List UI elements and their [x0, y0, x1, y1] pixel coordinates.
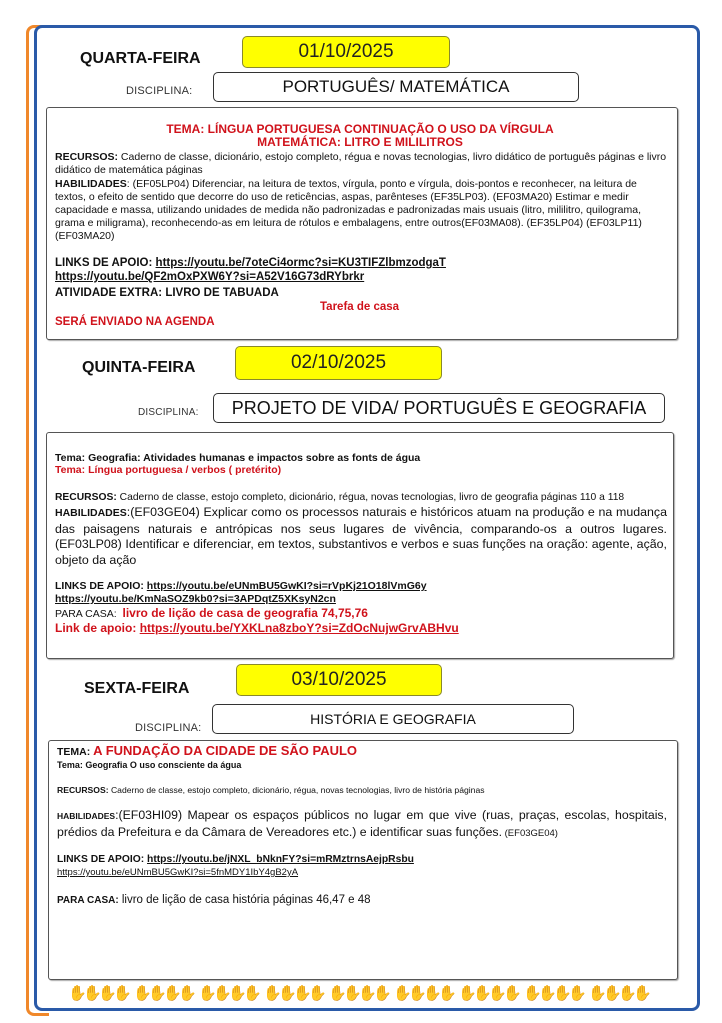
- hand-icon: ✋: [393, 985, 412, 1002]
- hand-icon: ✋: [83, 985, 102, 1002]
- links-row-2: [55, 593, 336, 606]
- hand-icon: ✋: [178, 985, 197, 1002]
- recursos-text: RECURSOS: Caderno de classe, estojo completo, dicionário, régua, novas tecnologias, livro de história páginas: [57, 785, 485, 795]
- support-link[interactable]: https://youtu.be/eUNmBU5GwKI?si=5fnMDY1IbY4gB2yA: [57, 867, 299, 878]
- habilidades-text: HABILIDADES:(EF03GE04) Explicar como os processos naturais e históricos atuam na produção e na mudança das paisagens naturais e antrópicas nos seus lugares de vivência, comparando-os a outros lugares. (EF03LP08) Identificar e diferenciar, em textos, substantivos e verbos e suas funções na oração: agente, ação, objeto da ação: [55, 505, 667, 567]
- hand-icon: ✋: [148, 985, 167, 1002]
- tema-geografia: Tema: Geografia: Atividades humanas e impactos sobre as fonts de água: [55, 452, 421, 464]
- extra-activity: ATIVIDADE EXTRA: LIVRO DE TABUADA: [55, 287, 279, 299]
- hand-icon: ✋: [488, 985, 507, 1002]
- hand-icon: ✋: [458, 985, 477, 1002]
- hand-icon: ✋: [113, 985, 132, 1002]
- hand-icon: ✋: [568, 985, 587, 1002]
- day-title: SEXTA-FEIRA: [84, 680, 190, 697]
- homework-title: Tarefa de casa: [320, 301, 400, 313]
- support-link[interactable]: https://youtu.be/jNXL_bNknFY?si=mRMztrnsAejpRsbu: [147, 854, 414, 865]
- hand-icon: ✋: [198, 985, 217, 1002]
- links-row-2: [55, 271, 364, 284]
- hand-icon: ✋: [278, 985, 297, 1002]
- links-row: LINKS DE APOIO: https://youtu.be/eUNmBU5GwKI?si=rVpKj21O18lVmG6y: [55, 580, 427, 592]
- hand-icon: ✋: [408, 985, 427, 1002]
- hand-icon: ✋: [503, 985, 522, 1002]
- date-badge: 01/10/2025: [242, 36, 450, 68]
- hand-icon: ✋: [553, 985, 572, 1002]
- hand-icon: ✋: [133, 985, 152, 1002]
- hands-decoration: [68, 985, 658, 1007]
- hand-icon: ✋: [423, 985, 442, 1002]
- day-title: QUINTA-FEIRA: [82, 359, 196, 376]
- hand-icon: ✋: [328, 985, 347, 1002]
- recursos-text: RECURSOS: Caderno de classe, dicionário, estojo completo, régua e novas tecnologias, livro didático de português páginas e livro didático de matemática páginas: [55, 151, 667, 176]
- date-badge: 03/10/2025: [236, 664, 442, 696]
- hand-icon: ✋: [213, 985, 232, 1002]
- support-link[interactable]: https://youtu.be/KmNaSOZ9kb0?si=3APDqtZ5XKsyN2cn: [55, 593, 336, 605]
- tema-heading: TEMA: LÍNGUA PORTUGUESA CONTINUAÇÃO O USO DA VÍRGULA: [166, 122, 554, 136]
- support-link[interactable]: https://youtu.be/YXKLna8zboY?si=ZdOcNujwGrvABHvu: [139, 621, 459, 635]
- hand-icon: ✋: [98, 985, 117, 1002]
- day-title: QUARTA-FEIRA: [80, 50, 201, 67]
- recursos-label: RECURSOS:: [55, 151, 119, 163]
- hand-icon: ✋: [358, 985, 377, 1002]
- agenda-note: SERÁ ENVIADO NA AGENDA: [55, 316, 215, 328]
- tema-geografia: Tema: Geografia O uso consciente da água: [57, 760, 242, 770]
- support-link[interactable]: https://youtu.be/7oteCi4ormc?si=KU3TIFZlbmzodgaT: [155, 257, 446, 269]
- hand-icon: ✋: [243, 985, 262, 1002]
- hand-icon: ✋: [373, 985, 392, 1002]
- tema-subheading: MATEMÁTICA: LITRO E MILILITROS: [257, 135, 463, 149]
- tema-portugues: Tema: Língua portuguesa / verbos ( pretérito): [55, 464, 282, 476]
- tema-row: TEMA: A FUNDAÇÃO DA CIDADE DE SÃO PAULO: [57, 743, 358, 758]
- hand-icon: ✋: [603, 985, 622, 1002]
- disciplina-box: PORTUGUÊS/ MATEMÁTICA: [213, 72, 579, 102]
- links-row: LINKS DE APOIO: https://youtu.be/jNXL_bNknFY?si=mRMztrnsAejpRsbu: [57, 854, 414, 865]
- habilidades-label: HABILIDADES: [55, 178, 127, 190]
- hand-icon: ✋: [523, 985, 542, 1002]
- support-link[interactable]: https://youtu.be/eUNmBU5GwKI?si=rVpKj21O18lVmG6y: [146, 580, 427, 592]
- disciplina-label: DISCIPLINA:: [126, 85, 193, 97]
- disciplina-box: PROJETO DE VIDA/ PORTUGUÊS E GEOGRAFIA: [213, 393, 665, 423]
- hand-icon: ✋: [263, 985, 282, 1002]
- date-badge: 02/10/2025: [235, 346, 442, 380]
- hand-icon: ✋: [343, 985, 362, 1002]
- homework-row: PARA CASA: livro de lição de casa de geografia 74,75,76: [55, 606, 368, 620]
- hand-icon: ✋: [588, 985, 607, 1002]
- hand-icon: ✋: [68, 985, 87, 1002]
- disciplina-label: DISCIPLINA:: [135, 722, 202, 734]
- hand-icon: ✋: [438, 985, 457, 1002]
- disciplina-box: HISTÓRIA E GEOGRAFIA: [212, 704, 574, 734]
- hand-icon: ✋: [538, 985, 557, 1002]
- hand-icon: ✋: [308, 985, 327, 1002]
- hand-icon: ✋: [473, 985, 492, 1002]
- habilidades-text: HABILIDADES:(EF03HI09) Mapear os espaços públicos no lugar em que vive (ruas, praças, escolas, hospitais, prédios da Prefeitura e da Câmara de Vereadores etc.) e identificar suas funções. (EF03GE04): [57, 808, 667, 839]
- links-row: LINKS DE APOIO: https://youtu.be/7oteCi4ormc?si=KU3TIFZlbmzodgaT: [55, 257, 446, 269]
- habilidades-text: HABILIDADES: (EF05LP04) Diferenciar, na leitura de textos, vírgula, ponto e vírgula, dois-pontos e reconhecer, na leitura de textos, o efeito de sentido que decorre do uso de reticências, aspas, parênteses (EF35LP03). (EF03MA20) Estimar e medir capacidade e massa, utilizando unidades de medida não padronizadas e padronizadas mais usuais (litro, mililitro, quilograma, grama e miligrama), reconhecendo-as em leitura de rótulos e embalagens, entre outros(EF03MA08). (EF35LP04) (EF03LP11) (EF03MA20): [55, 178, 642, 242]
- hand-icon: ✋: [633, 985, 652, 1002]
- recursos-text: RECURSOS: Caderno de classe, estojo completo, dicionário, régua, novas tecnologias, livro de geografia páginas 110 a 118: [55, 492, 625, 503]
- support-link-row: Link de apoio: https://youtu.be/YXKLna8zboY?si=ZdOcNujwGrvABHvu: [55, 621, 459, 635]
- hand-icon: ✋: [293, 985, 312, 1002]
- homework-row: PARA CASA: livro de lição de casa história páginas 46,47 e 48: [57, 894, 371, 906]
- hand-icon: ✋: [228, 985, 247, 1002]
- disciplina-label: DISCIPLINA:: [138, 407, 199, 418]
- hand-icon: ✋: [163, 985, 182, 1002]
- links-row-2: [57, 866, 298, 879]
- hand-icon: ✋: [618, 985, 637, 1002]
- support-link[interactable]: https://youtu.be/QF2mOxPXW6Y?si=A52V16G73dRYbrkr: [55, 271, 365, 283]
